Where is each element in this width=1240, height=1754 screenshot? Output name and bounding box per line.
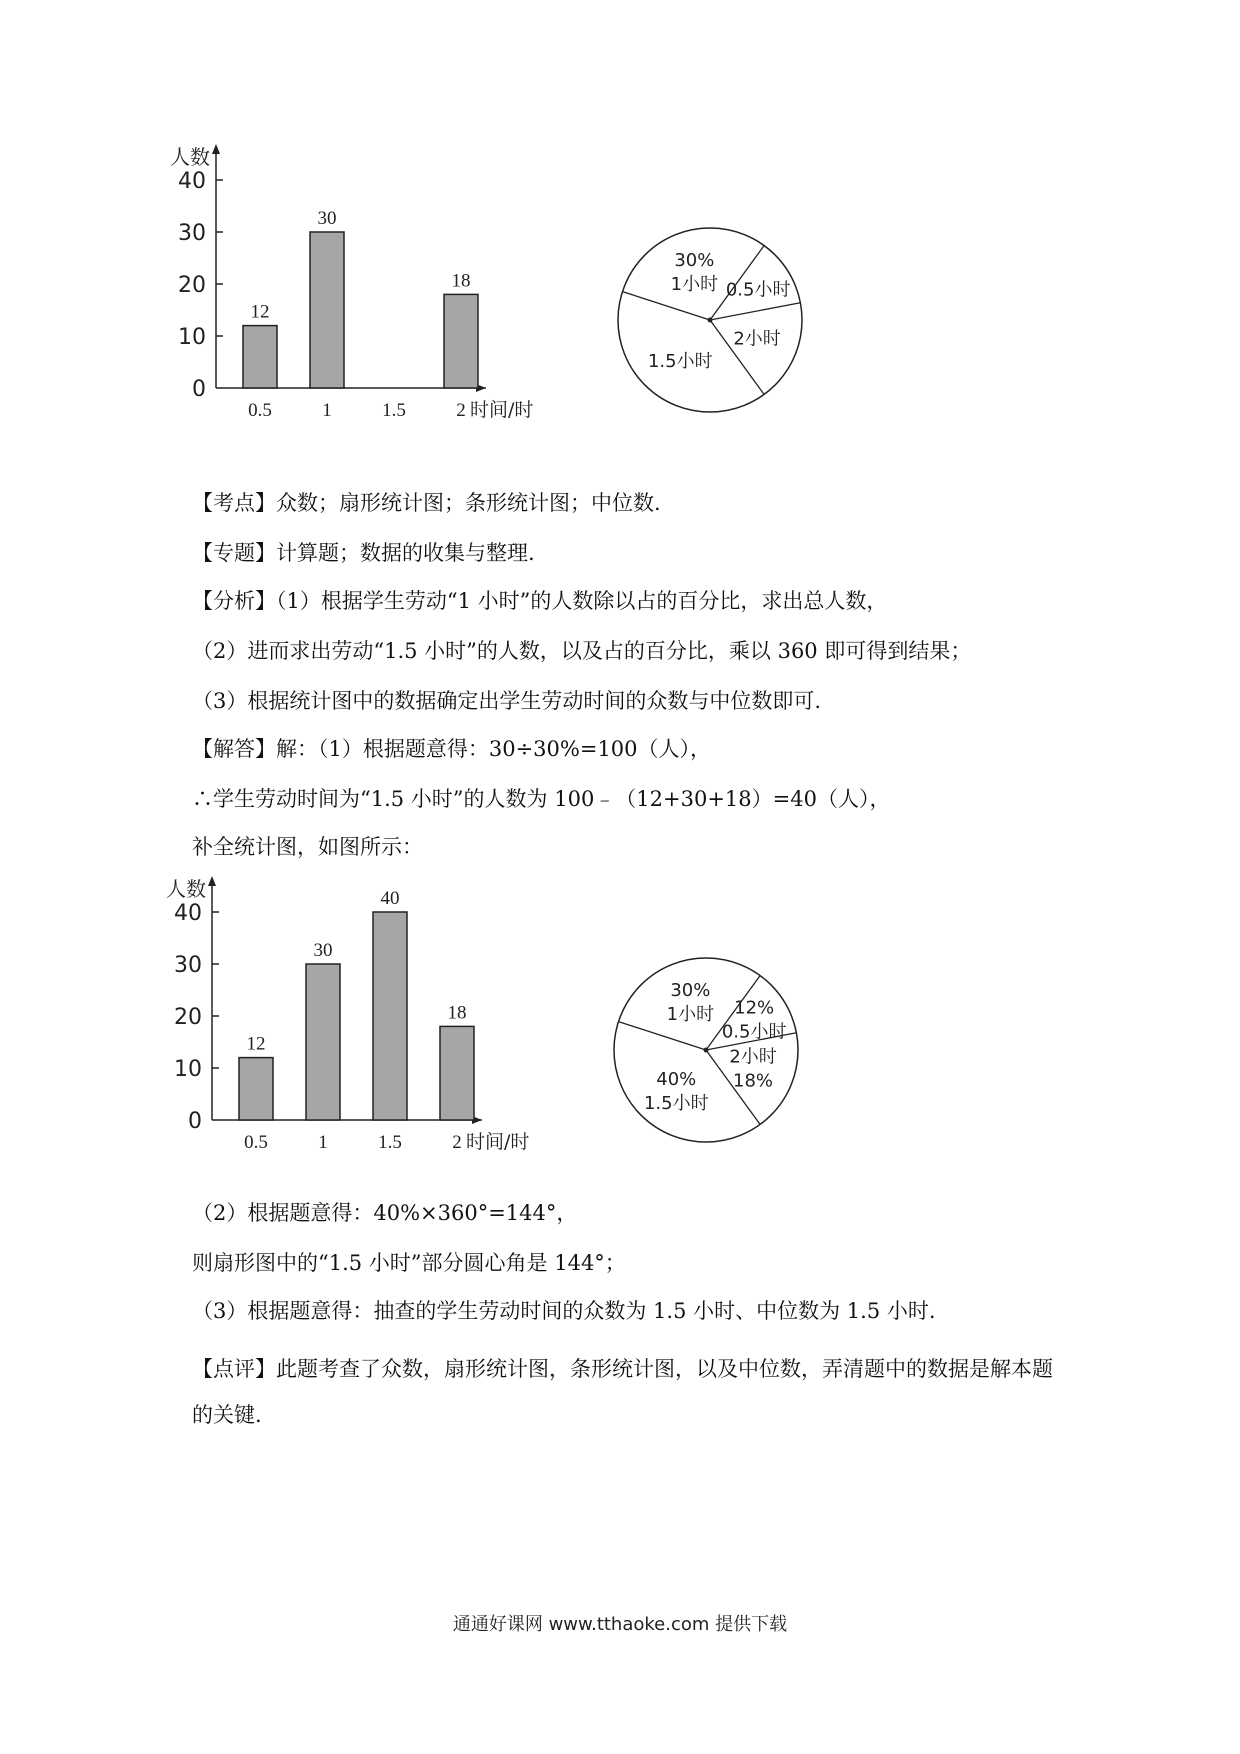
pie2-slice-label: 0.5小时 [721, 1021, 787, 1043]
pie-chart-2-svg [596, 940, 816, 1160]
bar2-x-tick-label: 1.5 [378, 1132, 402, 1153]
bar2-bar [440, 1026, 474, 1120]
pie2-slice-label: 2小时 [729, 1046, 777, 1068]
bar1-bar [243, 326, 277, 388]
pie1-slice-boundary [623, 292, 710, 320]
bar1-x-tick-label: 1.5 [382, 400, 406, 421]
zhuanti-tag: 【专题】 [192, 541, 276, 565]
pie-chart-1-svg [600, 210, 820, 430]
bar-chart-1-svg [170, 140, 560, 480]
pie2-slice-label: 18% [733, 1070, 774, 1092]
kaodian-line [192, 488, 661, 518]
zhuanti-text: 计算题；数据的收集与整理. [276, 541, 535, 565]
part2-line-2: 则扇形图中的“1.5 小时”部分圆心角是 144°； [192, 1251, 626, 1275]
bar1-x-tick-label: 0.5 [248, 400, 272, 421]
bar2-bar [239, 1058, 273, 1120]
dianping-paragraph [192, 1346, 1072, 1438]
page-footer: 通通好课网 www.tthaoke.com 提供下载 [452, 1614, 788, 1635]
dianping-tag: 【点评】 [192, 1357, 276, 1381]
bar2-y-arrow [208, 876, 216, 886]
bar1-y-tick-label: 40 [178, 169, 206, 194]
fenxi-text-1: （1）根据学生劳动“1 小时”的人数除以占的百分比，求出总人数， [276, 589, 888, 613]
kaodian-text: 众数；扇形统计图；条形统计图；中位数. [276, 491, 661, 515]
bar-chart-2 [166, 872, 556, 1192]
pie2-slice-label: 12% [734, 997, 775, 1019]
kaodian-tag: 【考点】 [192, 491, 276, 515]
pie1-slice-label: 2小时 [733, 328, 781, 350]
fenxi-tag: 【分析】 [192, 589, 276, 613]
jieda-line-2: ∴学生劳动时间为“1.5 小时”的人数为 100﹣（12+30+18）=40（人）， [192, 787, 891, 811]
bar1-x-tick-label: 2 [456, 400, 466, 421]
dianping-text: 此题考查了众数，扇形统计图，条形统计图，以及中位数，弄清题中的数据是解本题的关键. [192, 1357, 1053, 1427]
fenxi-line-2: （2）进而求出劳动“1.5 小时”的人数，以及占的百分比，乘以 360 即可得到结果； [192, 639, 972, 663]
bar1-y-tick-label: 0 [192, 377, 206, 402]
pie2-slice-label: 30% [670, 979, 711, 1001]
bar1-y-arrow [212, 144, 220, 154]
pie2-slice-boundary [619, 1022, 706, 1050]
bar1-bar [310, 232, 344, 388]
bar1-bar-value-label: 12 [250, 301, 270, 323]
pie1-slice-label: 1.5小时 [647, 350, 713, 372]
pie2-slice-label: 40% [656, 1068, 697, 1090]
bar-chart-2-svg [166, 872, 556, 1192]
pie2-slice-label: 1小时 [666, 1003, 715, 1025]
bar2-y-label: 人数 [166, 877, 206, 901]
jieda-tag: 【解答】 [192, 737, 276, 761]
pie1-slice-label: 30% [674, 249, 715, 271]
bar1-y-tick-label: 10 [178, 325, 206, 350]
bar1-x-tick-label: 1 [322, 400, 332, 421]
bar2-y-tick-label: 40 [174, 901, 202, 926]
bar2-bar-value-label: 40 [380, 888, 400, 909]
bar2-y-tick-label: 0 [188, 1109, 202, 1134]
bar2-x-tick-label: 2 [452, 1132, 462, 1153]
bar2-y-tick-label: 20 [174, 1005, 202, 1030]
pie2-slice-label: 1.5小时 [643, 1092, 709, 1114]
bar2-y-tick-label: 10 [174, 1057, 202, 1082]
bar-chart-1 [170, 140, 560, 480]
bar1-x-label: 时间/时 [470, 399, 534, 421]
pie1-slice-boundary [710, 303, 800, 320]
bar2-bar [306, 964, 340, 1120]
bar1-y-tick-label: 20 [178, 273, 206, 298]
pie1-slice-label: 1小时 [670, 273, 719, 295]
fenxi-line-3: （3）根据统计图中的数据确定出学生劳动时间的众数与中位数即可. [192, 689, 822, 713]
bar2-bar-value-label: 30 [313, 940, 333, 961]
part2-line-1: （2）根据题意得：40%×360°=144°， [192, 1201, 578, 1225]
pie-chart-1 [600, 210, 820, 430]
bar2-x-tick-label: 1 [318, 1132, 328, 1153]
jieda-line-1 [192, 734, 711, 764]
jieda-text-1: 解：（1）根据题意得：30÷30%=100（人）， [276, 737, 712, 761]
part3-line: （3）根据题意得：抽查的学生劳动时间的众数为 1.5 小时、中位数为 1.5 小时. [192, 1299, 936, 1323]
pie1-slice-label: 0.5小时 [725, 279, 791, 301]
zhuanti-line [192, 538, 535, 568]
bar2-bar-value-label: 18 [447, 1002, 467, 1024]
bar1-y-label: 人数 [170, 145, 210, 169]
bar2-x-label: 时间/时 [466, 1131, 530, 1153]
bar2-y-tick-label: 30 [174, 953, 202, 978]
jieda-line-3: 补全统计图，如图所示： [192, 835, 423, 859]
bar1-bar [444, 294, 478, 388]
bar2-x-tick-label: 0.5 [244, 1132, 268, 1153]
bar2-bar [373, 912, 407, 1120]
bar1-bar-value-label: 30 [317, 208, 337, 229]
fenxi-line-1 [192, 586, 887, 616]
bar1-bar-value-label: 18 [451, 270, 471, 292]
bar1-y-tick-label: 30 [178, 221, 206, 246]
pie-chart-2 [596, 940, 816, 1160]
pie2-center-dot [704, 1048, 709, 1053]
pie1-center-dot [708, 318, 713, 323]
bar2-bar-value-label: 12 [246, 1033, 266, 1055]
